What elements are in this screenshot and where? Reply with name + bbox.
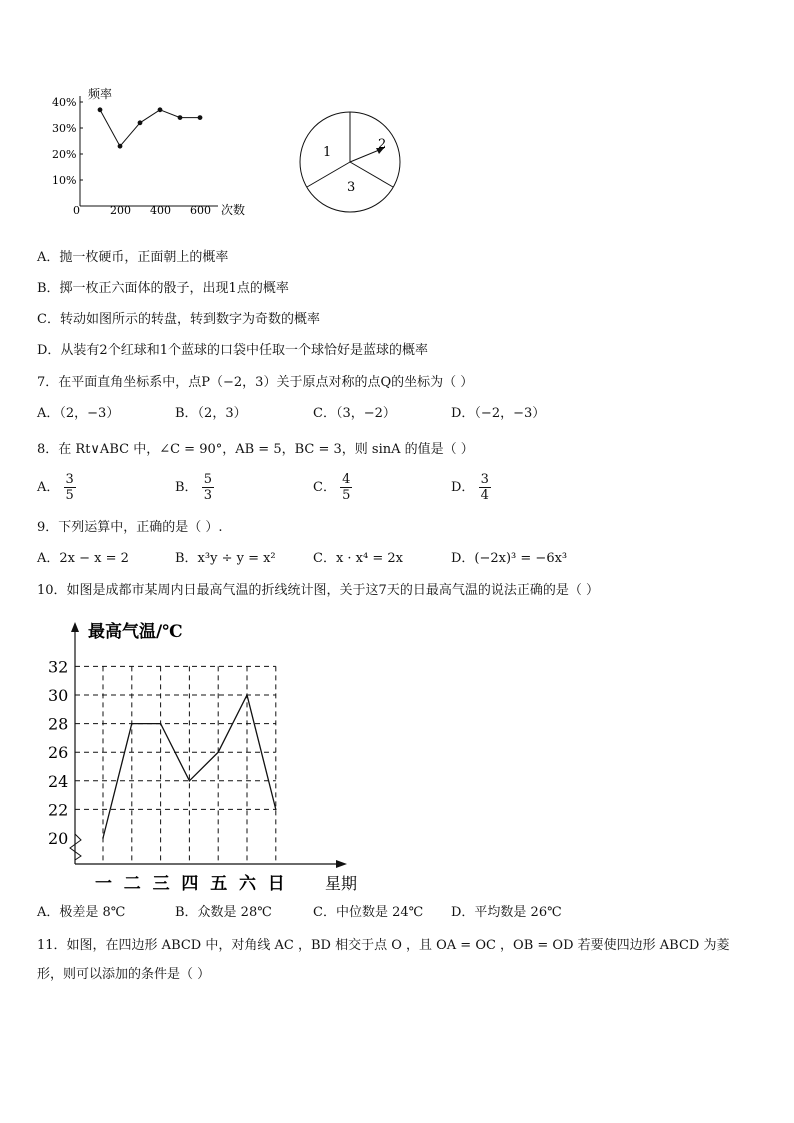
freq-y-tick-label: 20%	[52, 148, 77, 161]
q6-option-a: A．抛一枚硬币，正面朝上的概率	[37, 250, 229, 265]
q8-option-b-fraction: $\frac{5}{3}$	[203, 472, 212, 503]
q8-option-d-label: D．	[451, 480, 475, 495]
temp-x-tick-label: 六	[239, 874, 256, 894]
q8-option-d	[451, 472, 491, 503]
spinner-diagram	[298, 110, 410, 214]
temp-y-tick-label: 22	[48, 800, 69, 820]
temp-y-tick-label: 28	[48, 714, 69, 734]
spinner-label-1: 1	[323, 145, 332, 160]
freq-y-label: 频率	[88, 87, 113, 101]
spinner-divider-left	[307, 162, 350, 187]
freq-data-point	[158, 107, 163, 112]
q10-option-b: B．众数是 28℃	[175, 905, 272, 920]
temp-x-tick-label: 五	[210, 874, 228, 894]
freq-x-tick-label: 200	[110, 204, 131, 217]
temp-y-tick-label: 32	[48, 657, 69, 677]
freq-x-label: 次数	[221, 203, 246, 217]
freq-data-point	[178, 115, 183, 120]
temp-data-point	[217, 751, 219, 753]
q9-option-a: A．2x − x = 2	[37, 551, 129, 566]
q7-stem: 7．在平面直角坐标系中，点P（−2，3）关于原点对称的点Q的坐标为（ ）	[37, 375, 474, 390]
q11-stem-line1: 11．如图，在四边形 ABCD 中，对角线 AC ，BD 相交于点 O ，且 OA = OC ，OB = OD 若要使四边形 ABCD 为菱	[37, 938, 730, 953]
freq-x-tick-label: 400	[150, 204, 171, 217]
q8-option-d-fraction: $\frac{3}{4}$	[480, 472, 489, 503]
q6-option-d: D．从装有2个红球和1个蓝球的口袋中任取一个球恰好是蓝球的概率	[37, 343, 428, 358]
freq-data-point	[198, 115, 203, 120]
q7-option-a: A．（2，−3）	[37, 406, 120, 421]
temp-y-label: 最高气温/℃	[88, 622, 183, 642]
temp-y-tick-label: 20	[48, 829, 69, 848]
freq-x-tick-label: 0	[73, 204, 80, 217]
q8-option-a-label: A．	[37, 480, 60, 495]
freq-series-line	[100, 110, 200, 146]
temp-x-tick-label: 日	[267, 874, 285, 894]
q9-option-b: B．x³y ÷ y = x²	[175, 551, 276, 566]
freq-data-point	[138, 120, 143, 125]
q8-option-b	[175, 472, 214, 503]
temperature-chart	[40, 612, 370, 897]
q9-option-c: C．x · x⁴ = 2x	[313, 551, 403, 566]
q8-option-c-fraction: $\frac{4}{5}$	[342, 472, 351, 503]
temp-x-tick-label: 二	[123, 874, 141, 894]
temp-x-tick-label: 四	[181, 874, 199, 894]
temp-y-arrow	[71, 622, 79, 632]
q8-option-c	[313, 472, 352, 503]
frequency-chart	[40, 84, 255, 224]
temp-data-point	[275, 809, 277, 811]
freq-data-point	[118, 144, 123, 149]
temp-x-tick-label: 一	[95, 874, 112, 894]
temp-data-point	[246, 694, 248, 696]
freq-y-tick-label: 30%	[52, 122, 77, 135]
temp-data-point	[131, 723, 133, 725]
temp-data-point	[160, 723, 162, 725]
q7-option-c: C．（3，−2）	[313, 406, 396, 421]
q8-option-c-label: C．	[313, 480, 336, 495]
q9-option-d: D．(−2x)³ = −6x³	[451, 551, 568, 566]
temp-x-tick-label: 三	[152, 874, 170, 894]
q10-stem: 10．如图是成都市某周内日最高气温的折线统计图，关于这7天的日最高气温的说法正确的是（ ）	[37, 583, 599, 598]
q7-option-d: D．（−2，−3）	[451, 406, 546, 421]
q8-option-a-fraction: $\frac{3}{5}$	[65, 472, 74, 503]
temp-data-point	[102, 837, 104, 839]
temp-data-point	[189, 780, 191, 782]
spinner-divider-right	[350, 162, 393, 187]
q8-stem: 8．在 Rt∨ABC 中，∠C = 90°，AB = 5，BC = 3，则 sinA 的值是（ ）	[37, 442, 474, 457]
q10-option-c: C．中位数是 24℃	[313, 905, 424, 920]
q6-option-c: C．转动如图所示的转盘，转到数字为奇数的概率	[37, 312, 320, 327]
q8-option-b-label: B．	[175, 480, 198, 495]
freq-y-tick-label: 10%	[52, 174, 77, 187]
q11-stem-line2: 形，则可以添加的条件是（ ）	[37, 967, 211, 982]
freq-x-tick-label: 600	[190, 204, 211, 217]
temp-x-arrow	[336, 860, 347, 868]
q10-option-a: A．极差是 8℃	[37, 905, 126, 920]
temp-y-tick-label: 26	[48, 743, 69, 763]
temp-y-tick-label: 24	[48, 771, 69, 791]
freq-y-tick-label: 40%	[52, 96, 77, 109]
q9-stem: 9．下列运算中，正确的是（ ）.	[37, 520, 223, 535]
q8-option-a	[37, 472, 76, 503]
spinner-label-3: 3	[347, 180, 356, 195]
q7-option-b: B．（2，3）	[175, 406, 247, 421]
spinner-label-2: 2	[378, 137, 387, 152]
q6-option-b: B．掷一枚正六面体的骰子，出现1点的概率	[37, 281, 289, 296]
freq-data-point	[98, 107, 103, 112]
temp-y-tick-label: 30	[48, 686, 69, 705]
q10-option-d: D．平均数是 26℃	[451, 905, 562, 920]
temp-x-label: 星期	[325, 874, 358, 893]
